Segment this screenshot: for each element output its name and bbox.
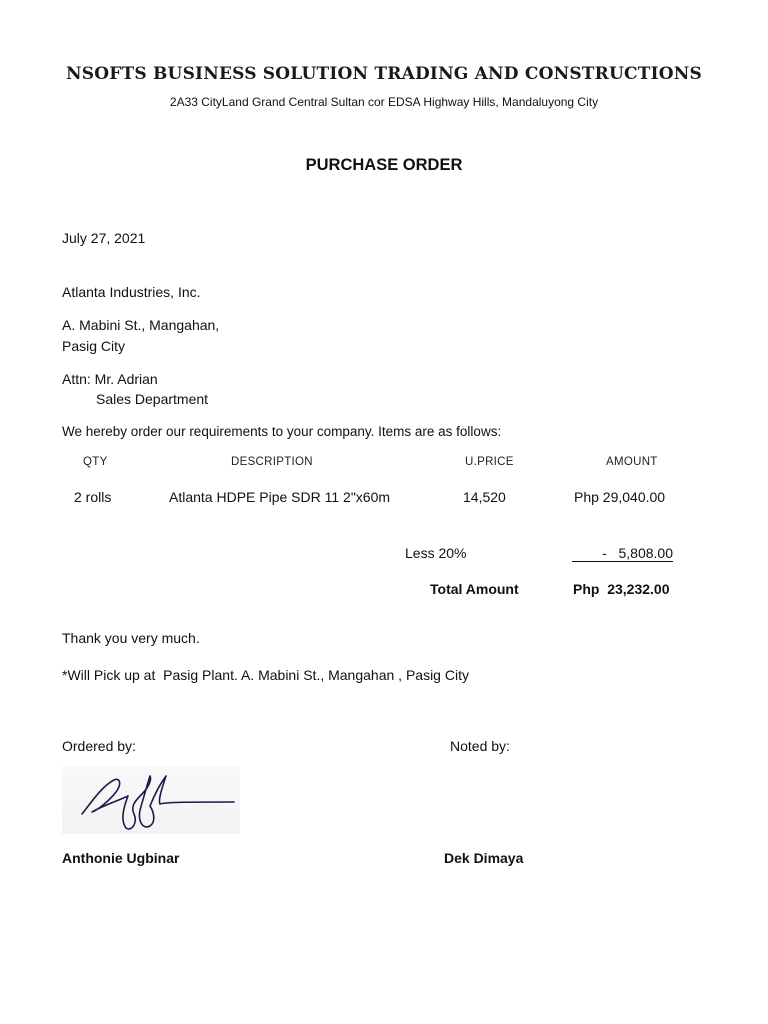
company-name: NSOFTS BUSINESS SOLUTION TRADING AND CONSTRUCTIONS	[66, 64, 702, 84]
total-value: Php 23,232.00	[573, 581, 670, 597]
document-title: PURCHASE ORDER	[305, 156, 463, 174]
recipient-city: Pasig City	[62, 338, 126, 354]
signature-image	[62, 766, 240, 834]
order-date: July 27, 2021	[62, 230, 146, 246]
header-description: DESCRIPTION	[231, 456, 313, 468]
thanks-text: Thank you very much.	[62, 630, 200, 646]
ordered-by-label: Ordered by:	[62, 738, 136, 754]
company-address: 2A33 CityLand Grand Central Sultan cor EDSA Highway Hills, Mandaluyong City	[169, 95, 599, 109]
header-unit-price: U.PRICE	[465, 456, 514, 468]
discount-label: Less 20%	[405, 545, 467, 561]
recipient-department: Sales Department	[96, 391, 209, 407]
row-description: Atlanta HDPE Pipe SDR 11 2"x60m	[169, 489, 391, 505]
ordered-by-name: Anthonie Ugbinar	[62, 850, 180, 866]
row-unit-price: 14,520	[463, 489, 506, 505]
recipient-attn: Attn: Mr. Adrian	[62, 371, 158, 387]
noted-by-name: Dek Dimaya	[444, 850, 524, 866]
intro-text: We hereby order our requirements to your company. Items are as follows:	[62, 424, 502, 439]
noted-by-label: Noted by:	[450, 738, 510, 754]
discount-value: - 5,808.00	[572, 545, 673, 562]
total-label: Total Amount	[430, 581, 519, 597]
recipient-company: Atlanta Industries, Inc.	[62, 284, 201, 300]
header-amount: AMOUNT	[606, 456, 658, 468]
row-amount: Php 29,040.00	[574, 489, 666, 505]
signature-stroke	[62, 766, 240, 834]
row-qty: 2 rolls	[74, 489, 112, 505]
header-qty: QTY	[83, 456, 108, 468]
pickup-note: *Will Pick up at Pasig Plant. A. Mabini St., Mangahan , Pasig City	[62, 667, 469, 683]
recipient-street: A. Mabini St., Mangahan,	[62, 317, 220, 333]
